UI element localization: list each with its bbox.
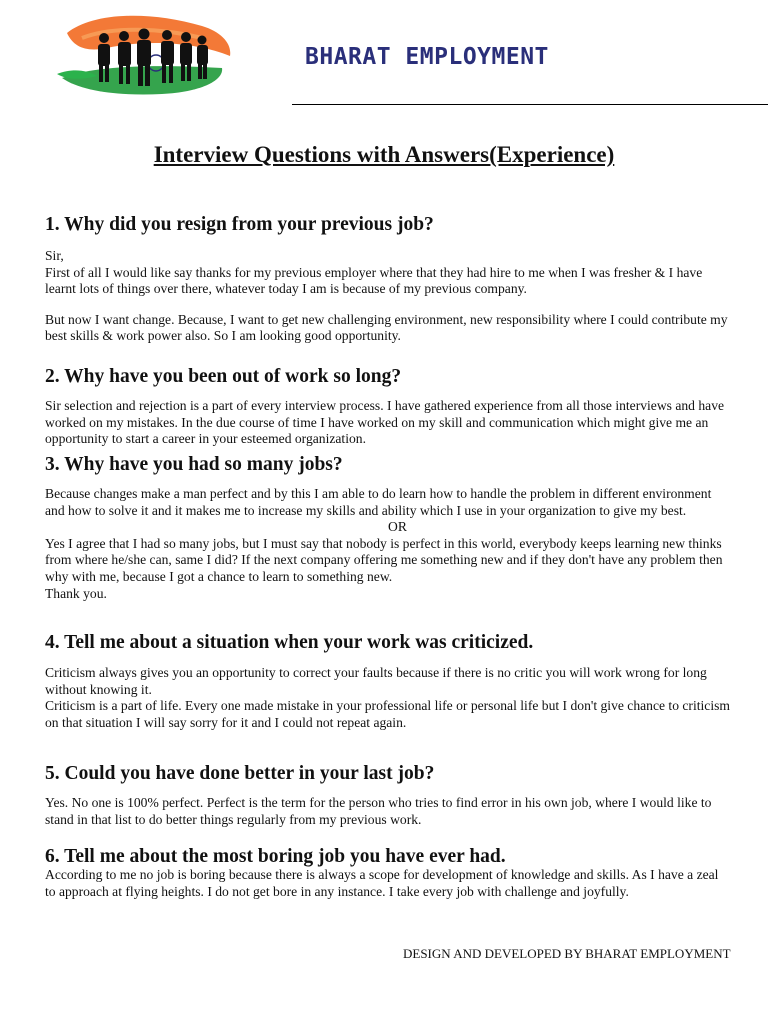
answer-paragraph: But now I want change. Because, I want to get new challenging environment, new responsibility where I could contribute my best skills & work power also. So I am looking good opportunity. bbox=[45, 311, 728, 344]
answer-5 bbox=[45, 795, 730, 828]
answer-paragraph: First of all I would like say thanks for my previous employer where that they had hire to me when I was fresher & I have learnt lots of things over there, whatever today I am is because of my previous company. bbox=[45, 264, 703, 297]
header-divider bbox=[292, 104, 768, 105]
answer-paragraph: Criticism is a part of life. Every one made mistake in your professional life or personal life but I don't give chance to criticism on that situation I will say sorry for it and I could not repeat again. bbox=[45, 698, 730, 730]
page-title: Interview Questions with Answers(Experience) bbox=[153, 142, 615, 167]
answer-paragraph: Sir, bbox=[45, 248, 64, 263]
answer-paragraph: Thank you. bbox=[45, 585, 107, 601]
question-4: 4. Tell me about a situation when your work was criticized. bbox=[45, 632, 534, 653]
footer-credit: DESIGN AND DEVELOPED BY BHARAT EMPLOYMENT bbox=[403, 946, 731, 961]
or-separator: OR bbox=[388, 519, 407, 535]
question-1: 1. Why did you resign from your previous job? bbox=[45, 214, 434, 235]
logo-graphic bbox=[52, 8, 242, 98]
answer-paragraph: Sir selection and rejection is a part of every interview process. I have gathered experience from all those interviews and have worked on my mistakes. In the due course of time I have worked on my skill and communication which might give me an opportunity to start a career in your esteemed organization. bbox=[45, 398, 725, 447]
answer-paragraph: According to me no job is boring because there is always a scope for development of knowledge and skills. As I have a zeal to approach at flying heights. I do not get bore in any instance. I take every job with challenge and joyfully. bbox=[45, 867, 719, 899]
answer-paragraph: Because changes make a man perfect and by this I am able to do learn how to handle the problem in different environment and how to solve it and it makes me to increase my skills and ability which I use in your organization to give my best. bbox=[45, 486, 712, 518]
answer-4 bbox=[45, 665, 730, 731]
business-people-flag-logo bbox=[52, 8, 242, 98]
answer-paragraph: Yes. No one is 100% perfect. Perfect is the term for the person who tries to find error in his own job, where I would like to stand in that list to do better things regularly from my previous work. bbox=[45, 795, 712, 827]
answer-3 bbox=[45, 486, 730, 602]
answer-1 bbox=[45, 248, 730, 345]
answer-paragraph: Criticism always gives you an opportunity to correct your faults because if there is no critic you will work wrong for long without knowing it. bbox=[45, 665, 707, 697]
question-6: 6. Tell me about the most boring job you have ever had. bbox=[45, 846, 506, 867]
answer-6 bbox=[45, 867, 730, 900]
question-5: 5. Could you have done better in your last job? bbox=[45, 763, 435, 784]
question-3: 3. Why have you had so many jobs? bbox=[45, 454, 343, 475]
question-2: 2. Why have you been out of work so long? bbox=[45, 366, 402, 387]
brand-name: BHARAT EMPLOYMENT bbox=[305, 44, 549, 70]
answer-2 bbox=[45, 398, 730, 448]
answer-paragraph: Yes I agree that I had so many jobs, but I must say that nobody is perfect in this world, everybody keeps learning new thinks from where he/she can, same I did? If the next company offering me something new and if they don't have any problem then why with me, because I got a chance to learn to something new. bbox=[45, 535, 723, 584]
